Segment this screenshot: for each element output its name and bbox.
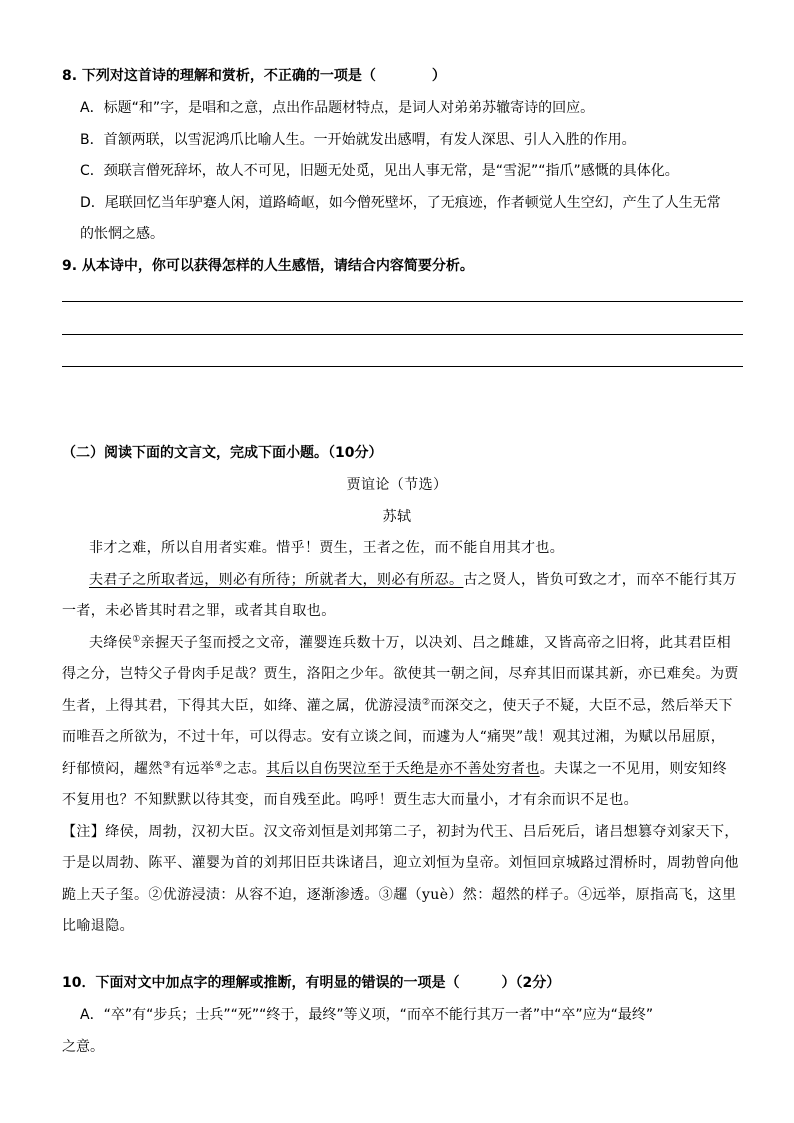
answer-line-1: [62, 301, 743, 302]
passage-paragraph-2-line-2: 一者，未必皆其时君之罪，或者其自取也。: [62, 603, 336, 619]
q8-option-a: A．标题“和”字，是唱和之意，点出作品题材特点，是词人对弟弟苏辙寄诗的回应。: [80, 100, 595, 116]
passage-paragraph-3-line-6: 不复用也？不知默默以待其变，而自残至此。呜呼！贾生志大而量小，才有余而识不足也。: [62, 792, 638, 808]
q8-option-d-continued: 的怅惘之感。: [80, 226, 164, 242]
passage-paragraph-3-line-1: 夫绛侯①亲握天子玺而授之文帝，灌婴连兵数十万，以决刘、吕之雌雄，又皆高帝之旧将，此其君臣相: [89, 634, 732, 651]
passage-paragraph-3-line-2: 得之分，岂特父子骨肉手足哉？贾生，洛阳之少年。欲使其一朝之间，尽弃其旧而谋其新，亦已难矣。为贾: [62, 666, 739, 682]
q10-stem: 10．下面对文中加点字的理解或推断，有明显的错误的一项是（ ）（2分）: [62, 975, 561, 991]
answer-line-2: [62, 334, 743, 335]
passage-paragraph-2-line-1: 夫君子之所取者远，则必有所待；所就者大，则必有所忍。古之贤人，皆负可致之才，而卒不能行其万: [89, 572, 738, 588]
note-line-2: 于是以周勃、陈平、灌婴为首的刘邦旧臣共诛诸吕，迎立刘恒为皇帝。刘恒回京城路过渭桥时，周勃曾向他: [62, 855, 739, 871]
footnote-marker-4: ④: [214, 760, 223, 771]
footnote-marker-3: ③: [162, 760, 172, 771]
underlined-sentence-1: 夫君子之所取者远，则必有所待；所就者大，则必有所忍。: [89, 572, 464, 588]
passage-paragraph-3-line-4: 而唯吾之所欲为，不过十年，可以得志。安有立谈之间，而遽为人“痛哭”哉！观其过湘，为赋以吊屈原，: [62, 729, 726, 745]
q8-option-d: D．尾联回忆当年驴蹇人闲，道路崎岖，如今僧死壁坏，了无痕迹，作者顿觉人生空幻，产生了人生无常: [80, 195, 721, 211]
answer-line-3: [62, 366, 743, 367]
q8-stem: 8. 下列对这首诗的理解和赏析，不正确的一项是（ ）: [62, 68, 446, 84]
passage-paragraph-1: 非才之难，所以自用者实难。惜乎！贾生，王者之佐，而不能自用其才也。: [89, 540, 565, 556]
passage-paragraph-3-line-3: 生者，上得其君，下得其大臣，如绛、灌之属，优游浸渍②而深交之，使天子不疑，大臣不忌，然后举天下: [62, 697, 733, 714]
q10-option-a: A．“卒”有“步兵；士兵”“死”“终于，最终”等义项，“而卒不能行其万一者”中“卒”应为“最终”: [80, 1007, 654, 1023]
passage-paragraph-3-line-5: 纡郁愤闷，趯然③有远举④之志。其后以自伤哭泣至于夭绝是亦不善处穷者也。夫谋之一不见用，则安知终: [62, 760, 727, 777]
footnote-marker-1: ①: [132, 634, 141, 645]
q8-option-c: C．颈联言僧死辞坏，故人不可见，旧题无处觅，见出人事无常，是“雪泥”“指爪”感慨的具体化。: [80, 163, 679, 179]
passage-author: 苏轼: [382, 509, 412, 525]
q8-option-b: B．首颔两联，以雪泥鸿爪比喻人生。一开始就发出感喟，有发人深思、引人入胜的作用。: [80, 132, 636, 148]
note-line-1: 【注】绛侯，周勃，汉初大臣。汉文帝刘恒是刘邦第二子，初封为代王、吕后死后，诸吕想篡夺刘家天下，: [62, 824, 739, 840]
section-heading: （二）阅读下面的文言文，完成下面小题。（10分）: [62, 445, 383, 461]
q10-option-a-continued: 之意。: [62, 1039, 104, 1055]
note-line-3: 跪上天子玺。②优游浸渍：从容不迫，逐渐渗透。③趯（yuè）然：超然的样子。④远举，原指高飞，这里: [62, 887, 737, 903]
passage-title: 贾谊论（节选）: [346, 477, 448, 493]
note-line-4: 比喻退隐。: [62, 918, 134, 934]
q9-stem: 9. 从本诗中，你可以获得怎样的人生感悟，请结合内容简要分析。: [62, 258, 474, 274]
underlined-sentence-2: 其后以自伤哭泣至于夭绝是亦不善处穷者也: [266, 761, 540, 777]
footnote-marker-2: ②: [422, 697, 431, 708]
